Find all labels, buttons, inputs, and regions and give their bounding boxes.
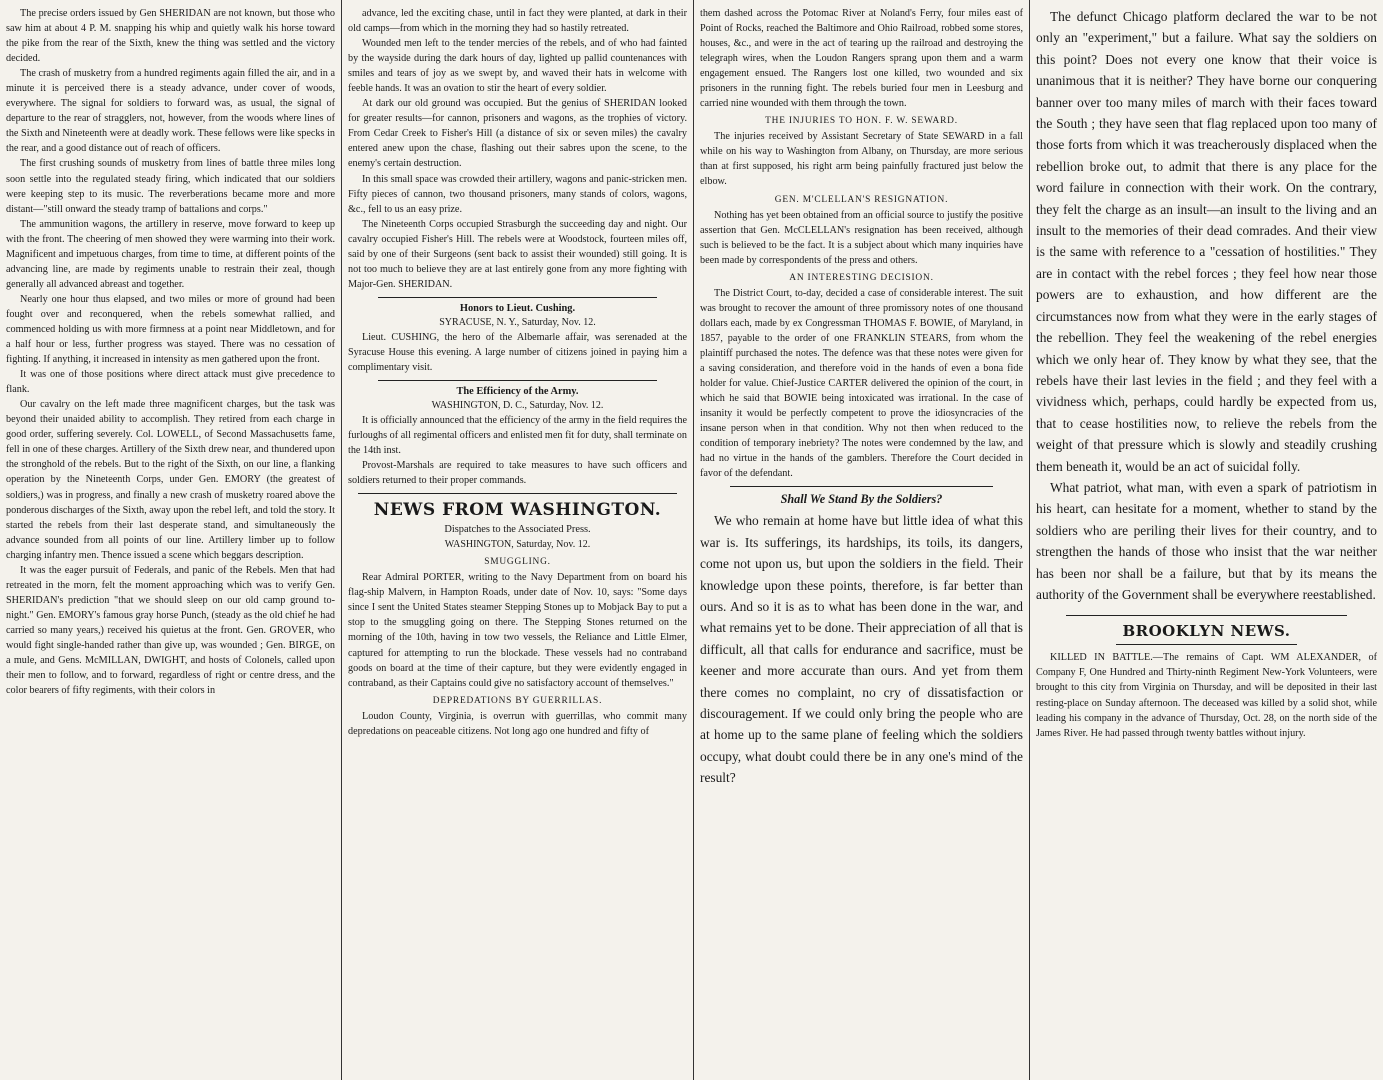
article-paragraph: Nearly one hour thus elapsed, and two miles or more of ground had been fought over and reconquered, when the rebels somewhat rallied, and commenced holding us with more firmness at a point near Middletown, and for a half hour or less, further progress was stayed. There was no cessation of fighting. If anything, it increased in intensity as men gathered upon the front.	[6, 293, 335, 366]
smuggling-body: Rear Admiral PORTER, writing to the Navy Department from on board his flag-ship Malvern, in Hampton Roads, under date of Nov. 10, says: "Some days since I sent the United States steamer Stepping Stones up to Mobjack Bay to put a stop to the smuggling going on there. The Stepping Stones returned on the morning of the 10th, having in tow two vessels, the Reliance and Little Elmer, captured for attempting to run the blockade. These vessels had no contraband goods on board at the time of their capture, but they were evidently engaged in contraband, as their Captains could give no satisfactory account of themselves."	[348, 572, 687, 689]
brooklyn-heading: BROOKLYN NEWS.	[1122, 622, 1291, 641]
divider	[378, 297, 657, 298]
seward-heading: THE INJURIES TO HON. F. W. SEWARD.	[765, 116, 958, 127]
divider	[1116, 644, 1297, 645]
article-paragraph: The ammunition wagons, the artillery in reserve, move forward to keep up with the front. The cheering of men showed they were warming into their work. Magnificent and impetuous charges, from time to time, at different points of the advancing line, are made by regiments unable to restrain their zeal, though generally all advanced abreast and together.	[6, 218, 335, 290]
washington-heading: NEWS FROM WASHINGTON.	[373, 500, 662, 521]
efficiency-paragraph: Provost-Marshals are required to take measures to have such officers and soldiers returned to their proper commands.	[348, 460, 687, 487]
divider	[358, 493, 677, 494]
column-1	[0, 0, 342, 1080]
article-paragraph: Our cavalry on the left made three magnificent charges, but the task was beyond their unaided ability to accomplish. They retired from each charge in good order, suffering severely. Col. LOWELL, of Second Massachusetts fame, fell in one of these charges. Artillery of the Sixth drew near, and thundered upon the stronghold of the rebels. But to the right of the Sixth, on our line, a flanking operation by the Nineteenth Corps, under Gen. EMORY (the greatest of soldiers,) was in progress, and finally a new crash of musketry roared above the ponderous discharges of the Sixth, away upon the rebel left, and told the story. It started the rebels from their last desperate stand, and simultaneously the advance sounded from all points of our line. Artillery limber up to follow charging infantry men. Thence issued a scene which beggars description.	[6, 399, 335, 561]
article-paragraph: It was the eager pursuit of Federals, and panic of the Rebels. Men that had retreated in the morn, felt the moment approaching which was to verify Gen. SHERIDAN's prediction "that we should sleep on our old camp ground to-night." Gen. EMORY's famous gray horse Punch, (steady as the old chief he had carried so many years,) received his quietus at the front. Gen. GROVER, who would fight single-handed rather than give up, was wounded ; Gen. BIRGE, on a mule, and Gens. McMILLAN, DWIGHT, and hosts of Colonels, called upon their men to follow, and to forward, regardless of right or centre dress, and the color bearers of fifty regiments, with their colors in	[6, 564, 335, 697]
divider	[378, 380, 657, 381]
seward-body: The injuries received by Assistant Secretary of State SEWARD in a fall while on his way to Washington from Albany, on Thursday, are more serious than at first supposed, his right arm being painfully fractured just below the elbow.	[700, 131, 1023, 188]
article-paragraph: them dashed across the Potomac River at Noland's Ferry, four miles east of Point of Rocks, reached the Baltimore and Ohio Railroad, robbed some stores, houses, &c., and were in the act of tearing up the railroad and destroying the telegraph wires, when the Loudon Rangers sprang upon them and a warm engagement ensued. The Rangers lost one killed, two wounded and six prisoners in the running fight. The rebels buried four men in Leesburg and carried nine wounded with them through the town.	[700, 8, 1023, 110]
efficiency-paragraph: It is officially announced that the efficiency of the army in the field requires the furloughs of all regimental officers and enlisted men fit for duty, shall terminate on the 14th inst.	[348, 415, 687, 457]
editorial-paragraph: The defunct Chicago platform declared the war to be not only an "experiment," but a failure. What say the soldiers on this point? Does not every one know that their voice is unanimous that it is neither? They have borne our conquering banner over too many miles of march with their faces toward the South ; they have seen that flag replaced upon too many of those forts from which it was treacherously displaced when the rebellion broke out, to admit that there is any place for the word failure in connection with their work. On the contrary, they felt the charge as an insult—an insult to the living and an insult to the memories of their dead comrades. And their view is the same with reference to a "cessation of hostilities." They are in contact with the rebel forces ; they feel how near those powers are to exhaustion, and how different are the circumstances now from what they were in the early stages of the rebellion. They feel the weakening of the rebel energies which we only hear of. They know by what they see, that the rebels have their last levies in the field ; and they feel with a vividness which, perhaps, could hardly be expected from us, that to cease hostilities now, to relieve the rebels from the weight of that pressure which is slowly and steadily crushing them beneath it, would be an act of suicidal folly.	[1036, 9, 1377, 474]
divider	[1066, 615, 1347, 616]
washington-subheading: Dispatches to the Associated Press.	[444, 524, 591, 536]
editorial-paragraph: What patriot, what man, with even a spark of patriotism in his heart, can hesitate for a moment, whether to stand by the soldiers who are periling their lives for their country, and to strengthen the hands of those who insist that the war neither has been nor shall be a failure, but that by its means the authority of the Government shall be everywhere reestablished.	[1036, 479, 1377, 602]
cushing-body: Lieut. CUSHING, the hero of the Albemarle affair, was serenaded at the Syracuse House this evening. A large number of citizens joined in paying him a complimentary visit.	[348, 331, 687, 373]
article-paragraph: advance, led the exciting chase, until in fact they were planted, at dark in their old camps—from which in the morning they had so hastily retreated.	[348, 8, 687, 35]
article-paragraph: At dark our old ground was occupied. But the genius of SHERIDAN looked for greater results—for cannon, prisoners and wagons, as the trophies of victory. From Cedar Creek to Fisher's Hill (a distance of six or seven miles) the cavalry entered anew upon the chase, flashing out their sabres upon the scene, to the enemy's certain destruction.	[348, 98, 687, 170]
column-2	[342, 0, 694, 1080]
article-paragraph: The crash of musketry from a hundred regiments again filled the air, and in a minute it is perceived there is a steady advance, under cover of woods, everywhere. The signal for soldiers to forward was, as usual, the signal of departure to the rear of stragglers, not, however, from the woods where lines of the Sixth and Nineteenth were at deadly work. These fellows were like specks in the rear, and a good distance out of reach of officers.	[6, 68, 335, 155]
brooklyn-body: KILLED IN BATTLE.—The remains of Capt. WM ALEXANDER, of Company F, One Hundred and Thirty-ninth Regiment New-York Volunteers, were brought to this city from Virginia on Thursday, and will be deposited in their last resting-place on Sunday afternoon. The deceased was killed by a solid shot, while leading his company in the advance of Thursday, Oct. 28, on the north side of the James River. He had passed through twenty battles without injury.	[1036, 652, 1377, 739]
cushing-heading: Honors to Lieut. Cushing.	[459, 302, 576, 314]
mcclellan-heading: GEN. M'CLELLAN'S RESIGNATION.	[774, 194, 949, 205]
article-paragraph: Wounded men left to the tender mercies of the rebels, and of who had fainted by the wayside during the dark hours of day, lighted up pallid countenances with smiles and tears of joy as we swept by, and waved their hats in welcome with feeble hands. It was an ovation to stir the heart of every soldier.	[348, 38, 687, 95]
cushing-dateline: SYRACUSE, N. Y., Saturday, Nov. 12.	[439, 316, 596, 328]
efficiency-dateline: WASHINGTON, D. C., Saturday, Nov. 12.	[431, 400, 604, 412]
guerrillas-heading: DEPREDATIONS BY GUERRILLAS.	[432, 695, 603, 706]
efficiency-heading: The Efficiency of the Army.	[456, 386, 579, 398]
guerrillas-body: Loudon County, Virginia, is overrun with guerrillas, who commit many depredations on peaceable citizens. Not long ago one hundred and fifty of	[348, 710, 687, 737]
soldiers-body: We who remain at home have but little idea of what this war is. Its sufferings, its hardships, its toils, its dangers, come not upon us, but upon the soldiers in the field. Their knowledge upon these points, therefore, is far better than ours. And so it is as to what has been done in the war, and what remains yet to be done. Their appreciation of all that is difficult, all that calls for endurance and sacrifice, must be keener and more accurate than ours. And yet from them there comes no complaint, no cry of dissatisfaction or discouragement. If we could only bring the people who are at home up to the same plane of feeling which the soldiers occupy, what doubt could there be in any one's mind of the result?	[700, 513, 1023, 786]
article-paragraph: The first crushing sounds of musketry from lines of battle three miles long soon settle into the regulated steady firing, which indicated that our soldiers were keeping step to its music. The reverberations became more and more distant—"still onward the steady tramp of battalions and corps."	[6, 158, 335, 215]
divider	[730, 486, 993, 487]
article-paragraph: The Nineteenth Corps occupied Strasburgh the succeeding day and night. Our cavalry occupied Fisher's Hill. The rebels were at Woodstock, fourteen miles off, said by one of their Surgeons (sent back to assist their wounded) still going. It is not too much to believe they are at last entirely gone from any more fighting with Major-Gen. SHERIDAN.	[348, 218, 687, 290]
decision-heading: AN INTERESTING DECISION.	[789, 272, 934, 283]
washington-dateline: WASHINGTON, Saturday, Nov. 12.	[444, 539, 591, 551]
article-paragraph: It was one of those positions where direct attack must give precedence to flank.	[6, 369, 335, 396]
mcclellan-body: Nothing has yet been obtained from an official source to justify the positive assertion that Gen. McCLELLAN's resignation has been received, although such is believed to be the fact. It is a subject about which many inquiries have been made by correspondents of the press and others.	[700, 209, 1023, 266]
article-paragraph: The precise orders issued by Gen SHERIDAN are not known, but those who saw him at about 4 P. M. snapping his whip and quietly walk his horse toward the pike from the rear of the Sixth, knew the thing was settled and the victory decided.	[6, 8, 335, 65]
column-3	[694, 0, 1030, 1080]
column-4	[1030, 0, 1383, 1080]
smuggling-heading: SMUGGLING.	[484, 557, 551, 568]
decision-body: The District Court, to-day, decided a case of considerable interest. The suit was brought to recover the amount of three promissory notes of one thousand dollars each, made by ex Congressman THOMAS F. BOWIE, of Maryland, in 1857, payable to the order of one FRANKLIN STEARS, from whom the plaintiff purchased the notes. The defence was that these notes were given for a saving consideration, and therefore void in the hands of even a bona fide holder for value. Chief-Justice CARTER delivered the opinion of the court, in which he said that BOWIE being intoxicated was irrational. In the case of insanity it would be perfectly competent to prove the idiosyncracies of the insane person when in that condition. Why not then when reduced to the condition of temporary inebriety? The notes were condemned by the law, and had no virtue in the hands of the gamblers. Therefore the Court decided in favor of the defendant.	[700, 287, 1023, 480]
soldiers-heading: Shall We Stand By the Soldiers?	[780, 492, 943, 507]
article-paragraph: In this small space was crowded their artillery, wagons and panic-stricken men. Fifty pieces of cannon, two thousand prisoners, many stands of colors, wagons, &c., fell to us an easy prize.	[348, 173, 687, 215]
